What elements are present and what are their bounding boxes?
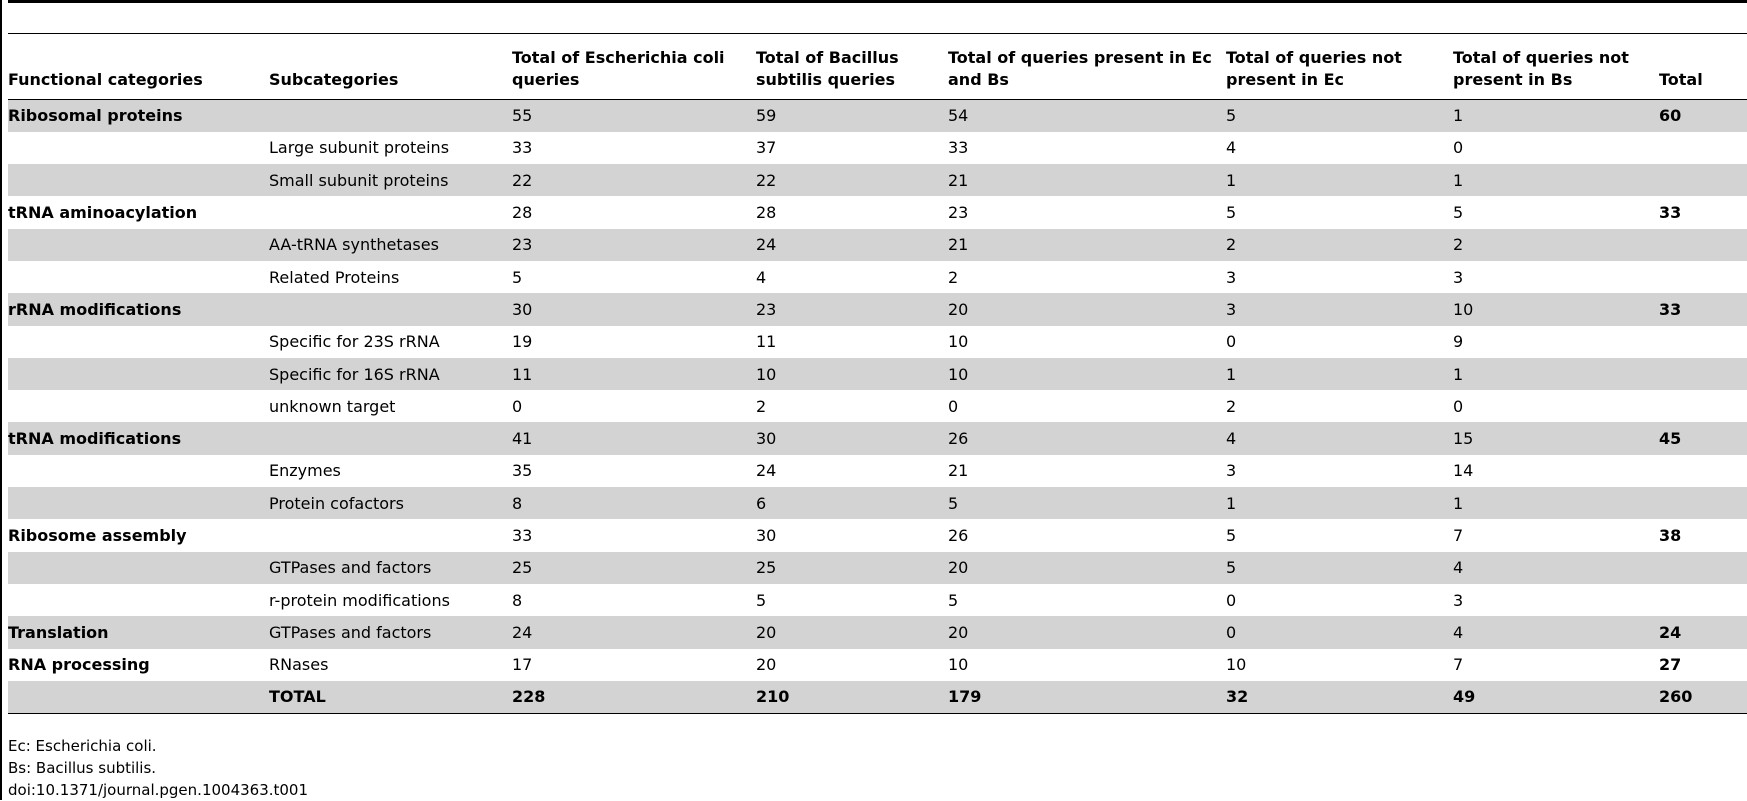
total-cell: 45 <box>1659 429 1682 449</box>
table-row <box>8 552 1747 584</box>
subcategory-cell: GTPases and factors <box>269 558 432 578</box>
header-row <box>8 34 1747 100</box>
not-bs-count-cell: 1 <box>1453 106 1464 126</box>
not-ec-count-cell: 1 <box>1226 493 1237 513</box>
ec-count-cell: 11 <box>512 364 533 384</box>
not-ec-count-cell: 5 <box>1226 203 1237 223</box>
total-cell <box>1659 390 1747 422</box>
bs-count-cell: 10 <box>756 364 777 384</box>
not-ec-count-cell: 4 <box>1226 429 1237 449</box>
table-container <box>8 33 1747 714</box>
table-row <box>8 132 1747 164</box>
category-cell: Translation <box>8 622 109 642</box>
not-ec-count-cell: 4 <box>1226 138 1237 158</box>
not-bs-count-cell: 3 <box>1453 590 1464 610</box>
header-not-present-bs: Total of queries not present in Bs <box>1453 48 1629 89</box>
total-cell <box>1659 552 1747 584</box>
ec-count-cell: 8 <box>512 590 523 610</box>
category-cell: rRNA modifications <box>8 299 182 319</box>
bs-count-cell: 4 <box>756 267 767 287</box>
ec-count-cell: 22 <box>512 170 533 190</box>
not-bs-count-cell: 10 <box>1453 299 1474 319</box>
both-count-cell: 20 <box>948 558 969 578</box>
table-row <box>8 164 1747 196</box>
subcategory-cell: Specific for 16S rRNA <box>269 364 440 384</box>
category-cell <box>8 164 269 196</box>
subcategory-cell: GTPases and factors <box>269 622 432 642</box>
category-cell <box>8 681 269 713</box>
total-cell <box>1659 584 1747 616</box>
subcategory-cell <box>269 422 512 454</box>
both-count-cell: 21 <box>948 170 969 190</box>
not-ec-count-cell: 3 <box>1226 461 1237 481</box>
not-bs-count-cell: 2 <box>1453 235 1464 255</box>
bs-count-cell: 6 <box>756 493 767 513</box>
ec-count-cell: 19 <box>512 332 533 352</box>
header-not-present-ec: Total of queries not present in Ec <box>1226 48 1402 89</box>
total-cell <box>1659 455 1747 487</box>
bs-count-cell: 11 <box>756 332 777 352</box>
table-row <box>8 293 1747 325</box>
both-count-cell: 54 <box>948 106 969 126</box>
not-ec-count-cell: 1 <box>1226 364 1237 384</box>
ec-count-cell: 25 <box>512 558 533 578</box>
bs-count-cell: 23 <box>756 299 777 319</box>
category-cell <box>8 229 269 261</box>
not-bs-count-cell: 14 <box>1453 461 1474 481</box>
header-bs-queries: Total of Bacillus subtilis queries <box>756 48 899 89</box>
table-row <box>8 358 1747 390</box>
bs-count-cell: 24 <box>756 235 777 255</box>
total-cell: 33 <box>1659 299 1682 319</box>
subcategory-cell <box>269 100 512 132</box>
category-cell: tRNA modifications <box>8 429 182 449</box>
total-cell: 33 <box>1659 203 1682 223</box>
footnote-ec: Ec: Escherichia coli. <box>8 737 157 755</box>
subcategory-cell: r-protein modifications <box>269 590 450 610</box>
total-cell: 24 <box>1659 622 1682 642</box>
table-row <box>8 390 1747 422</box>
not-bs-count-cell: 1 <box>1453 493 1464 513</box>
left-border-rule <box>0 0 2 800</box>
both-count-cell: 5 <box>948 493 959 513</box>
both-count-cell: 21 <box>948 461 969 481</box>
table-row <box>8 584 1747 616</box>
bs-count-cell: 20 <box>756 622 777 642</box>
category-cell <box>8 358 269 390</box>
table-footnotes <box>8 735 308 801</box>
bs-count-cell: 20 <box>756 655 777 675</box>
bs-count-cell: 210 <box>756 687 790 707</box>
top-border-rule <box>8 0 1747 3</box>
total-cell <box>1659 326 1747 358</box>
bs-count-cell: 22 <box>756 170 777 190</box>
not-bs-count-cell: 3 <box>1453 267 1464 287</box>
not-ec-count-cell: 5 <box>1226 526 1237 545</box>
total-cell: 38 <box>1659 526 1682 545</box>
category-cell <box>8 455 269 487</box>
not-ec-count-cell: 32 <box>1226 687 1249 707</box>
both-count-cell: 33 <box>948 138 969 158</box>
ec-count-cell: 8 <box>512 493 523 513</box>
bs-count-cell: 37 <box>756 138 777 158</box>
not-bs-count-cell: 4 <box>1453 622 1464 642</box>
subcategory-cell: Related Proteins <box>269 267 400 287</box>
ec-count-cell: 33 <box>512 138 533 158</box>
ec-count-cell: 28 <box>512 203 533 223</box>
total-cell <box>1659 132 1747 164</box>
ec-count-cell: 23 <box>512 235 533 255</box>
table-row <box>8 681 1747 713</box>
ec-count-cell: 0 <box>512 396 523 416</box>
bs-count-cell: 5 <box>756 590 767 610</box>
table-header <box>8 34 1747 100</box>
ec-count-cell: 5 <box>512 267 523 287</box>
not-bs-count-cell: 9 <box>1453 332 1464 352</box>
both-count-cell: 26 <box>948 429 969 449</box>
ec-count-cell: 30 <box>512 299 533 319</box>
table-body <box>8 100 1747 714</box>
table-row <box>8 616 1747 648</box>
header-functional-categories: Functional categories <box>8 70 203 89</box>
bs-count-cell: 28 <box>756 203 777 223</box>
both-count-cell: 23 <box>948 203 969 223</box>
table-row <box>8 649 1747 681</box>
subcategory-cell: Large subunit proteins <box>269 138 450 158</box>
category-cell <box>8 584 269 616</box>
category-cell <box>8 132 269 164</box>
category-cell: RNA processing <box>8 655 150 675</box>
total-cell: 60 <box>1659 106 1682 126</box>
bs-count-cell: 30 <box>756 526 777 545</box>
not-ec-count-cell: 3 <box>1226 299 1237 319</box>
footnote-doi: doi:10.1371/journal.pgen.1004363.t001 <box>8 781 309 799</box>
category-cell <box>8 390 269 422</box>
both-count-cell: 2 <box>948 267 959 287</box>
header-present-ec-bs: Total of queries present in Ec and Bs <box>948 48 1212 89</box>
category-cell: Ribosome assembly <box>8 526 187 545</box>
table-row <box>8 229 1747 261</box>
category-cell <box>8 326 269 358</box>
subcategory-cell <box>269 519 512 551</box>
total-cell <box>1659 487 1747 519</box>
table-row <box>8 422 1747 454</box>
functional-categories-table <box>8 33 1747 714</box>
ec-count-cell: 17 <box>512 655 533 675</box>
not-bs-count-cell: 0 <box>1453 396 1464 416</box>
both-count-cell: 0 <box>948 396 959 416</box>
both-count-cell: 10 <box>948 655 969 675</box>
bs-count-cell: 25 <box>756 558 777 578</box>
not-ec-count-cell: 0 <box>1226 622 1237 642</box>
bs-count-cell: 2 <box>756 396 767 416</box>
table-row <box>8 196 1747 228</box>
not-ec-count-cell: 0 <box>1226 332 1237 352</box>
subcategory-cell: RNases <box>269 655 329 675</box>
ec-count-cell: 35 <box>512 461 533 481</box>
both-count-cell: 20 <box>948 622 969 642</box>
subcategory-cell <box>269 196 512 228</box>
ec-count-cell: 24 <box>512 622 533 642</box>
ec-count-cell: 41 <box>512 429 533 449</box>
footnote-bs: Bs: Bacillus subtilis. <box>8 759 157 777</box>
not-ec-count-cell: 5 <box>1226 558 1237 578</box>
total-cell: 27 <box>1659 655 1682 675</box>
total-cell <box>1659 229 1747 261</box>
table-row <box>8 455 1747 487</box>
total-cell <box>1659 164 1747 196</box>
total-cell: 260 <box>1659 687 1693 707</box>
header-ec-queries: Total of Escherichia coli queries <box>512 48 725 89</box>
header-subcategories: Subcategories <box>269 70 399 89</box>
not-ec-count-cell: 1 <box>1226 170 1237 190</box>
bs-count-cell: 30 <box>756 429 777 449</box>
subcategory-cell: unknown target <box>269 396 396 416</box>
category-cell <box>8 552 269 584</box>
total-cell <box>1659 358 1747 390</box>
both-count-cell: 21 <box>948 235 969 255</box>
ec-count-cell: 228 <box>512 687 546 707</box>
not-ec-count-cell: 2 <box>1226 235 1237 255</box>
bs-count-cell: 24 <box>756 461 777 481</box>
not-ec-count-cell: 3 <box>1226 267 1237 287</box>
category-cell: tRNA aminoacylation <box>8 203 198 223</box>
subcategory-cell: Small subunit proteins <box>269 170 449 190</box>
category-cell <box>8 261 269 293</box>
total-cell <box>1659 261 1747 293</box>
ec-count-cell: 33 <box>512 526 533 545</box>
not-bs-count-cell: 5 <box>1453 203 1464 223</box>
both-count-cell: 26 <box>948 526 969 545</box>
not-ec-count-cell: 2 <box>1226 396 1237 416</box>
not-bs-count-cell: 1 <box>1453 364 1464 384</box>
both-count-cell: 179 <box>948 687 982 707</box>
not-bs-count-cell: 4 <box>1453 558 1464 578</box>
not-ec-count-cell: 10 <box>1226 655 1247 675</box>
table-row <box>8 261 1747 293</box>
both-count-cell: 5 <box>948 590 959 610</box>
not-bs-count-cell: 7 <box>1453 655 1464 675</box>
bs-count-cell: 59 <box>756 106 777 126</box>
table-row <box>8 519 1747 551</box>
not-bs-count-cell: 15 <box>1453 429 1474 449</box>
table-row <box>8 326 1747 358</box>
category-cell: Ribosomal proteins <box>8 106 183 126</box>
not-ec-count-cell: 5 <box>1226 106 1237 126</box>
category-cell <box>8 487 269 519</box>
subcategory-cell: Protein cofactors <box>269 493 404 513</box>
ec-count-cell: 55 <box>512 106 533 126</box>
both-count-cell: 10 <box>948 332 969 352</box>
not-bs-count-cell: 1 <box>1453 170 1464 190</box>
table-row <box>8 487 1747 519</box>
header-total: Total <box>1659 70 1703 89</box>
subcategory-cell: Specific for 23S rRNA <box>269 332 440 352</box>
subcategory-cell <box>269 293 512 325</box>
not-ec-count-cell: 0 <box>1226 590 1237 610</box>
subcategory-cell: TOTAL <box>269 687 326 707</box>
not-bs-count-cell: 7 <box>1453 526 1464 545</box>
both-count-cell: 10 <box>948 364 969 384</box>
both-count-cell: 20 <box>948 299 969 319</box>
subcategory-cell: AA-tRNA synthetases <box>269 235 439 255</box>
subcategory-cell: Enzymes <box>269 461 341 481</box>
table-row <box>8 100 1747 132</box>
not-bs-count-cell: 0 <box>1453 138 1464 158</box>
not-bs-count-cell: 49 <box>1453 687 1476 707</box>
